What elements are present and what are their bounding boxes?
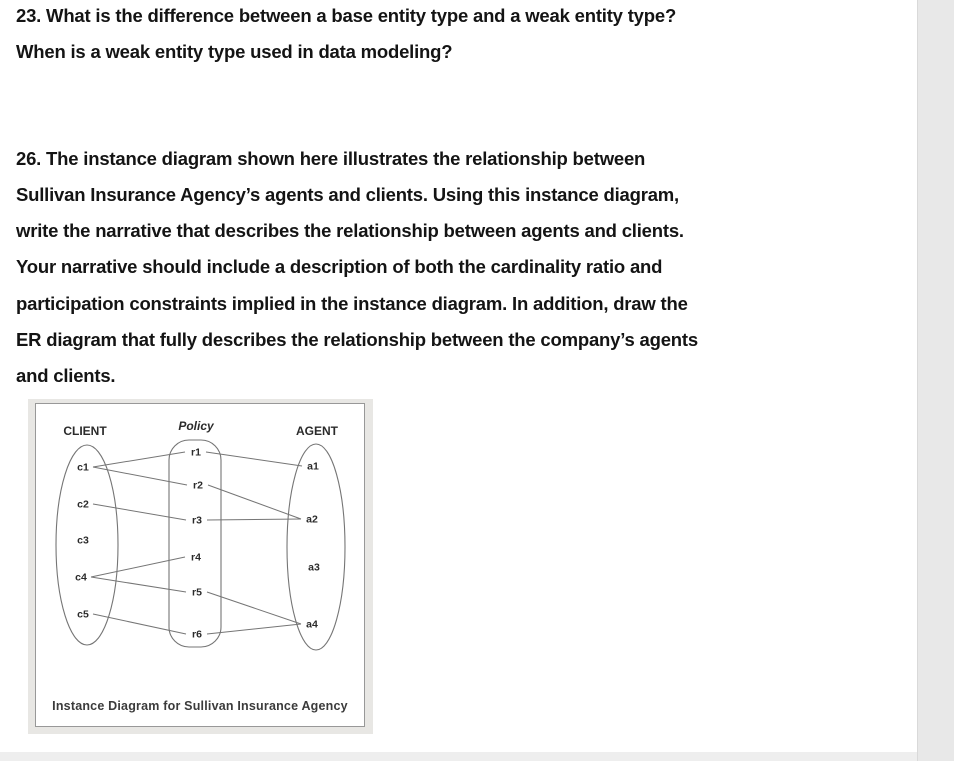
text-line: Sullivan Insurance Agency’s agents and clients. Using this instance diagram, xyxy=(16,183,679,205)
node-label-r6: r6 xyxy=(192,628,202,641)
figure-caption: Instance Diagram for Sullivan Insurance Agency xyxy=(52,698,348,713)
node-label-c4: c4 xyxy=(75,571,87,584)
set-title-policy: Policy xyxy=(178,418,214,433)
link-r2-a2 xyxy=(208,485,301,519)
link-c1-r2 xyxy=(93,467,187,485)
text-line: and clients. xyxy=(16,365,116,387)
node-label-a2: a2 xyxy=(306,513,318,526)
node-label-r4: r4 xyxy=(191,551,201,564)
node-label-r2: r2 xyxy=(193,479,203,492)
node-label-a1: a1 xyxy=(307,460,319,473)
node-label-c5: c5 xyxy=(77,608,89,621)
page-content xyxy=(16,0,916,734)
set-title-agent: AGENT xyxy=(296,423,338,438)
link-c5-r6 xyxy=(93,614,186,634)
link-r1-a1 xyxy=(206,452,302,466)
node-label-a3: a3 xyxy=(308,561,320,574)
viewer-edge-bottom xyxy=(0,752,917,761)
policy-set-outline xyxy=(169,440,221,647)
node-label-c3: c3 xyxy=(77,534,89,547)
link-c4-r5 xyxy=(91,577,186,592)
node-label-r5: r5 xyxy=(192,586,202,599)
node-label-r3: r3 xyxy=(192,514,202,527)
text-line: Your narrative should include a description of both the cardinality ratio and xyxy=(16,256,663,278)
text-line: When is a weak entity type used in data modeling? xyxy=(16,41,453,63)
text-line: write the narrative that describes the relationship between agents and clients. xyxy=(16,220,684,242)
instance-diagram-figure xyxy=(28,399,373,734)
link-c1-r1 xyxy=(93,452,185,467)
set-title-client: CLIENT xyxy=(63,423,107,438)
text-line: ER diagram that fully describes the relationship between the company’s agents xyxy=(16,329,698,351)
node-label-c1: c1 xyxy=(77,461,89,474)
link-c2-r3 xyxy=(93,504,186,520)
text-line: 23. What is the difference between a base entity type and a weak entity type? xyxy=(16,5,677,26)
instance-diagram xyxy=(36,404,364,662)
link-c4-r4 xyxy=(91,557,185,577)
node-label-a4: a4 xyxy=(306,618,318,631)
question-26 xyxy=(16,141,916,395)
node-label-c2: c2 xyxy=(77,498,89,511)
text-line: 26. The instance diagram shown here illustrates the relationship between xyxy=(16,147,646,169)
text-line: participation constraints implied in the instance diagram. In addition, draw the xyxy=(16,292,688,314)
figure-frame xyxy=(35,403,365,727)
question-23 xyxy=(16,0,916,71)
node-label-r1: r1 xyxy=(191,446,201,459)
viewer-edge-right xyxy=(917,0,954,761)
